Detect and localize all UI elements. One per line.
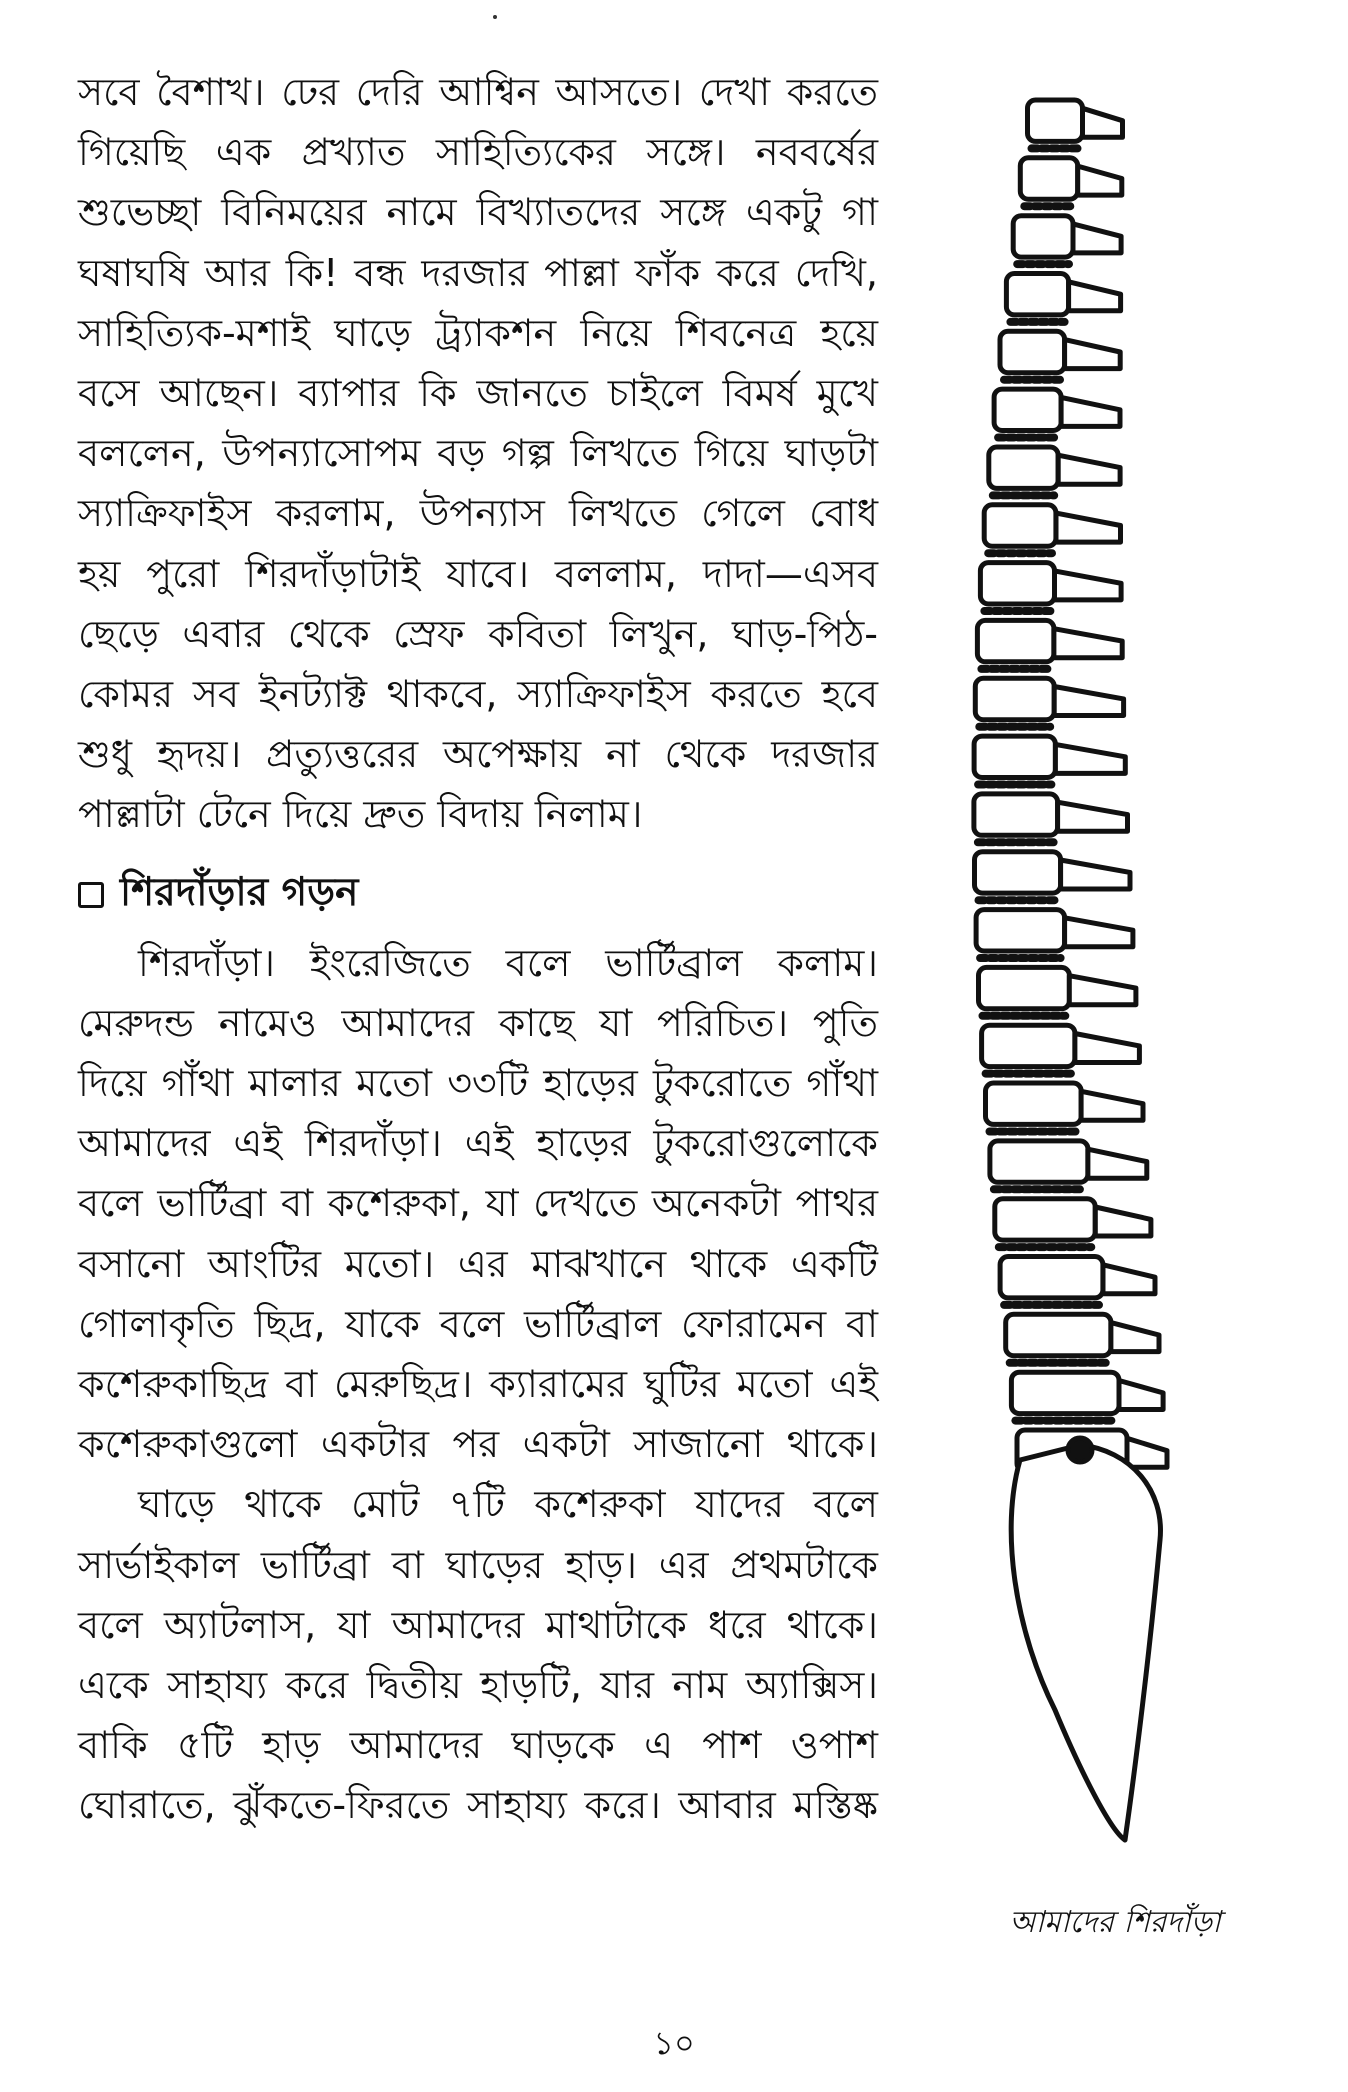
text-line: একে সাহায্য করে দ্বিতীয় হাড়টি, যার নাম অ্যাক্সিস। bbox=[78, 1663, 878, 1708]
spinous-process bbox=[1054, 629, 1122, 658]
vertebra-body bbox=[1006, 274, 1068, 315]
text-line: হয় পুরো শিরদাঁড়াটাই যাবে। বললাম, দাদা—এসব bbox=[78, 551, 878, 596]
spinous-process bbox=[1127, 1438, 1167, 1467]
text-line: স্যাক্রিফাইস করলাম, উপন্যাস লিখতে গেলে বোধ bbox=[78, 491, 878, 536]
text-line: বলে অ্যাটলাস, যা আমাদের মাথাটাকে ধরে থাকে। bbox=[78, 1602, 878, 1647]
text-line: ঘোরাতে, ঝুঁকতে-ফিরতে সাহায্য করে। আবার মস্তিষ্ক bbox=[78, 1783, 878, 1828]
vertebra-body bbox=[974, 736, 1055, 777]
vertebra-body bbox=[994, 389, 1061, 430]
spinous-process bbox=[1058, 455, 1120, 484]
text-line: আমাদের এই শিরদাঁড়া। এই হাড়ের টুকরোগুলোকে bbox=[78, 1121, 878, 1166]
vertebra-body bbox=[1000, 1257, 1103, 1298]
spinous-process bbox=[1083, 108, 1123, 137]
vertebra-body bbox=[977, 620, 1054, 661]
vertebra-body bbox=[980, 563, 1054, 604]
vertebra-body bbox=[1020, 158, 1077, 199]
vertebra-body bbox=[976, 910, 1065, 951]
text-line: সার্ভাইকাল ভার্টিব্রা বা ঘাড়ের হাড়। এর প্রথমটাকে bbox=[78, 1542, 878, 1587]
spinous-process bbox=[1081, 1091, 1143, 1120]
vertebra-body bbox=[975, 678, 1054, 719]
print-speck bbox=[493, 15, 497, 19]
section-heading-text: শিরদাঁড়ার গড়ন bbox=[120, 870, 359, 916]
text-line: কোমর সব ইনট্যাক্ট থাকবে, স্যাক্রিফাইস করতে হবে bbox=[78, 672, 878, 717]
spinous-process bbox=[1119, 1381, 1163, 1410]
spinous-process bbox=[1073, 224, 1121, 253]
figure-caption: আমাদের শিরদাঁড়া bbox=[1009, 1905, 1221, 1940]
spinous-process bbox=[1111, 1323, 1159, 1352]
spinous-process bbox=[1069, 976, 1136, 1005]
text-line: কশেরুকাগুলো একটার পর একটা সাজানো থাকে। bbox=[78, 1422, 878, 1467]
spinous-process bbox=[1065, 340, 1121, 369]
spinous-process bbox=[1055, 744, 1125, 773]
text-line: শুধু হৃদয়। প্রত্যুত্তরের অপেক্ষায় না থেকে দরজার bbox=[78, 732, 878, 777]
vertebra-body bbox=[982, 1025, 1075, 1066]
spinous-process bbox=[1095, 1207, 1151, 1236]
spinous-process bbox=[1061, 860, 1130, 889]
vertebra-body bbox=[995, 1199, 1095, 1240]
text-line: ছেড়ে এবার থেকে স্রেফ কবিতা লিখুন, ঘাড়-পিঠ- bbox=[78, 611, 878, 656]
vertebra-body bbox=[1028, 100, 1083, 141]
text-line: দিয়ে গাঁথা মালার মতো ৩৩টি হাড়ের টুকরোতে গাঁথা bbox=[78, 1061, 878, 1106]
section-heading bbox=[78, 867, 878, 923]
paragraph-1 bbox=[78, 62, 878, 845]
spinous-process bbox=[1054, 687, 1123, 716]
spinous-process bbox=[1056, 513, 1121, 542]
spinous-process bbox=[1055, 571, 1122, 600]
text-column bbox=[78, 62, 878, 1836]
spinous-process bbox=[1103, 1265, 1155, 1294]
spinous-process bbox=[1061, 397, 1120, 426]
text-line: ঘষাঘষি আর কি! বন্ধ দরজার পাল্লা ফাঁক করে দেখি, bbox=[78, 250, 878, 295]
vertebra-body bbox=[990, 1141, 1088, 1182]
sacrum bbox=[1011, 1445, 1160, 1840]
spinous-process bbox=[1058, 802, 1128, 831]
text-line: বসানো আংটির মতো। এর মাঝখানে থাকে একটি bbox=[78, 1241, 878, 1286]
text-line: ঘাড়ে থাকে মোট ৭টি কশেরুকা যাদের বলে bbox=[138, 1482, 878, 1527]
page-number: ১০ bbox=[653, 2024, 695, 2062]
vertebra-body bbox=[989, 447, 1058, 488]
text-line: গোলাকৃতি ছিদ্র, যাকে বলে ভার্টিব্রাল ফোরামেন বা bbox=[78, 1301, 878, 1346]
vertebra-body bbox=[984, 505, 1056, 546]
text-line: মেরুদন্ড নামেও আমাদের কাছে যা পরিচিত। পুতি bbox=[78, 1000, 878, 1045]
vertebra-body bbox=[1000, 331, 1065, 372]
text-line: শিরদাঁড়া। ইংরেজিতে বলে ভার্টিব্রাল কলাম। bbox=[138, 940, 878, 985]
text-line: সাহিত্যিক-মশাই ঘাড়ে ট্র্যাকশন নিয়ে শিবনেত্র হয়ে bbox=[78, 310, 878, 355]
text-line: বললেন, উপন্যাসোপম বড় গল্প লিখতে গিয়ে ঘাড়টা bbox=[78, 431, 878, 476]
spinous-process bbox=[1078, 166, 1122, 195]
vertebra-body bbox=[975, 852, 1061, 893]
spinous-process bbox=[1069, 282, 1121, 311]
vertebra-body bbox=[1011, 1372, 1119, 1413]
text-line: গিয়েছি এক প্রখ্যাত সাহিত্যিকের সঙ্গে। নববর্ষের bbox=[78, 130, 878, 175]
foramen-dot bbox=[1068, 1438, 1092, 1462]
paragraph-2 bbox=[78, 933, 878, 1475]
text-line: পাল্লাটা টেনে দিয়ে দ্রুত বিদায় নিলাম। bbox=[78, 792, 643, 837]
spinous-process bbox=[1065, 918, 1133, 947]
text-line: বসে আছেন। ব্যাপার কি জানতে চাইলে বিমর্ষ মুখে bbox=[78, 371, 878, 416]
text-line: শুভেচ্ছা বিনিময়ের নামে বিখ্যাতদের সঙ্গে একটু গা bbox=[78, 190, 878, 235]
text-line: বাকি ৫টি হাড় আমাদের ঘাড়কে এ পাশ ওপাশ bbox=[78, 1723, 878, 1768]
paragraph-3 bbox=[78, 1474, 878, 1835]
vertebra-body bbox=[1013, 216, 1073, 257]
vertebra-body bbox=[979, 967, 1070, 1008]
text-line: বলে ভার্টিব্রা বা কশেরুকা, যা দেখতে অনেকটা পাথর bbox=[78, 1181, 878, 1226]
text-line: কশেরুকাছিদ্র বা মেরুছিদ্র। ক্যারামের ঘুটির মতো এই bbox=[78, 1362, 878, 1407]
spinous-process bbox=[1088, 1149, 1147, 1178]
vertebra-body bbox=[1006, 1314, 1111, 1355]
spine-illustration bbox=[960, 70, 1300, 1850]
square-bullet-icon bbox=[78, 882, 104, 908]
text-line: সবে বৈশাখ। ঢের দেরি আশ্বিন আসতে। দেখা করতে bbox=[78, 70, 878, 114]
vertebra-body bbox=[986, 1083, 1082, 1124]
spinous-process bbox=[1075, 1034, 1140, 1063]
vertebra-body bbox=[974, 794, 1058, 835]
